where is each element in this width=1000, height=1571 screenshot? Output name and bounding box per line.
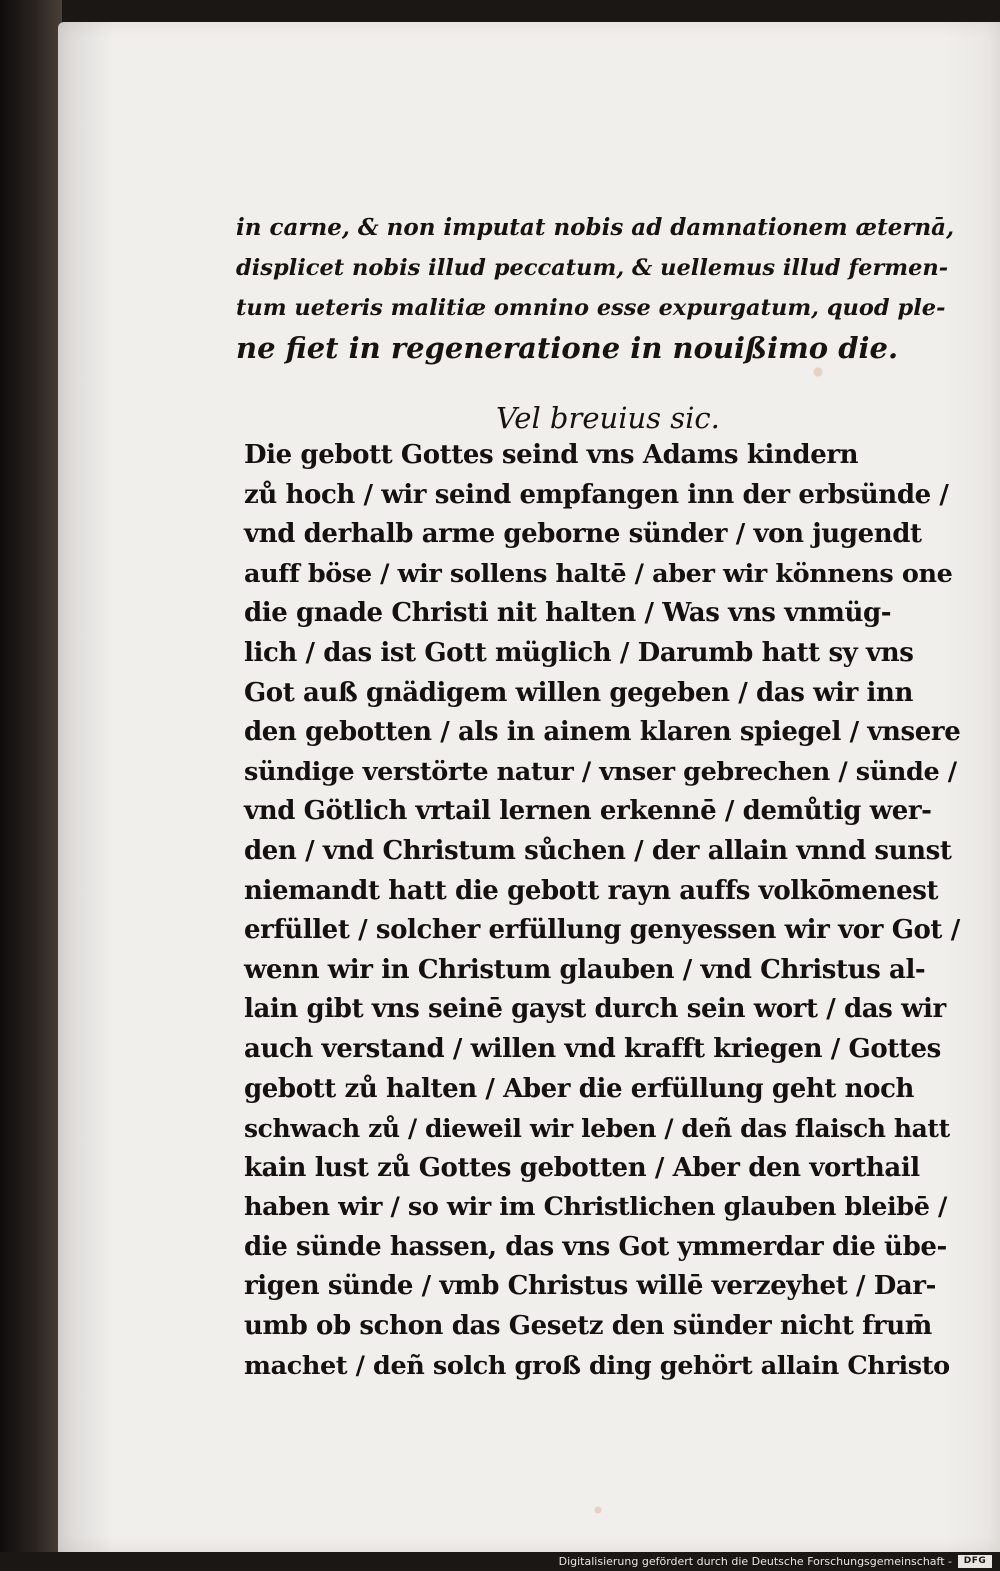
german-line-2: zů hoch / wir seind empfangen inn der erbsünde / xyxy=(244,479,949,510)
dfg-logo-icon: DFG xyxy=(958,1555,992,1568)
latin-line-3: tum ueteris malitiæ omnino esse expurgatum, quod ple- xyxy=(236,295,946,321)
german-line-7: Got auß gnädigem willen gegeben / das wir inn xyxy=(244,677,914,708)
german-line-6: lich / das ist Gott müglich / Darumb hatt sy vns xyxy=(244,637,914,668)
german-line-23: umb ob schon das Gesetz den sünder nicht frum̄ xyxy=(244,1311,932,1342)
german-line-1: Die gebott Gottes seind vns Adams kindern xyxy=(244,440,859,470)
german-line-22: rigen sünde / vmb Christus willē verzeyhet / Dar- xyxy=(244,1271,936,1302)
german-line-11: den / vnd Christum sůchen / der allain vnnd sunst xyxy=(244,835,952,866)
german-line-12: niemandt hatt die gebott rayn auffs volkōmenest xyxy=(244,875,939,906)
german-line-3: vnd derhalb arme geborne sünder / von jugendt xyxy=(244,519,922,550)
german-line-17: gebott zů halten / Aber die erfüllung geht noch xyxy=(244,1073,914,1104)
german-line-15: lain gibt vns seinē gayst durch sein wort / das wir xyxy=(244,994,946,1025)
german-line-5: die gnade Christi nit halten / Was vns vnmüg- xyxy=(244,598,892,629)
german-line-20: haben wir / so wir im Christlichen glauben bleibē / xyxy=(244,1192,947,1223)
latin-text-block xyxy=(236,208,956,368)
german-line-21: die sünde hassen, das vns Got ymmerdar die übe- xyxy=(244,1231,947,1262)
latin-line-4: ne fiet in regeneratione in nouißimo die. xyxy=(236,331,899,365)
german-line-18: schwach zů / dieweil wir leben / deñ das flaisch hatt xyxy=(244,1114,950,1144)
german-line-14: wenn wir in Christum glauben / vnd Christus al- xyxy=(244,954,926,985)
german-line-9: sündige verstörte natur / vnser gebrechen / sünde / xyxy=(244,756,957,787)
german-line-13: erfüllet / solcher erfüllung genyessen wir vor Got / xyxy=(244,915,960,946)
section-subheading: Vel breuius sic. xyxy=(496,401,720,435)
book-binding-edge xyxy=(0,0,62,1571)
german-line-4: auff böse / wir sollens haltē / aber wir könnens one xyxy=(244,558,953,589)
latin-line-2: displicet nobis illud peccatum, & uellemus illud fermen- xyxy=(236,255,949,281)
german-line-10: vnd Götlich vrtail lernen erkennē / demůtig wer- xyxy=(244,796,932,827)
footer-bar xyxy=(0,1552,1000,1571)
funding-credit: Digitalisierung gefördert durch die Deutsche Forschungsgemeinschaft - xyxy=(558,1555,952,1568)
german-line-8: den gebotten / als in ainem klaren spiegel / vnsere xyxy=(244,717,961,748)
german-line-19: kain lust zů Gottes gebotten / Aber den vorthail xyxy=(244,1152,920,1183)
german-line-24: machet / deñ solch groß ding gehört allain Christo xyxy=(244,1350,950,1381)
latin-line-1: in carne, & non imputat nobis ad damnationem æternā, xyxy=(236,214,955,241)
german-text-block xyxy=(244,436,960,1386)
german-line-16: auch verstand / willen vnd krafft kriegen / Gottes xyxy=(244,1033,941,1064)
